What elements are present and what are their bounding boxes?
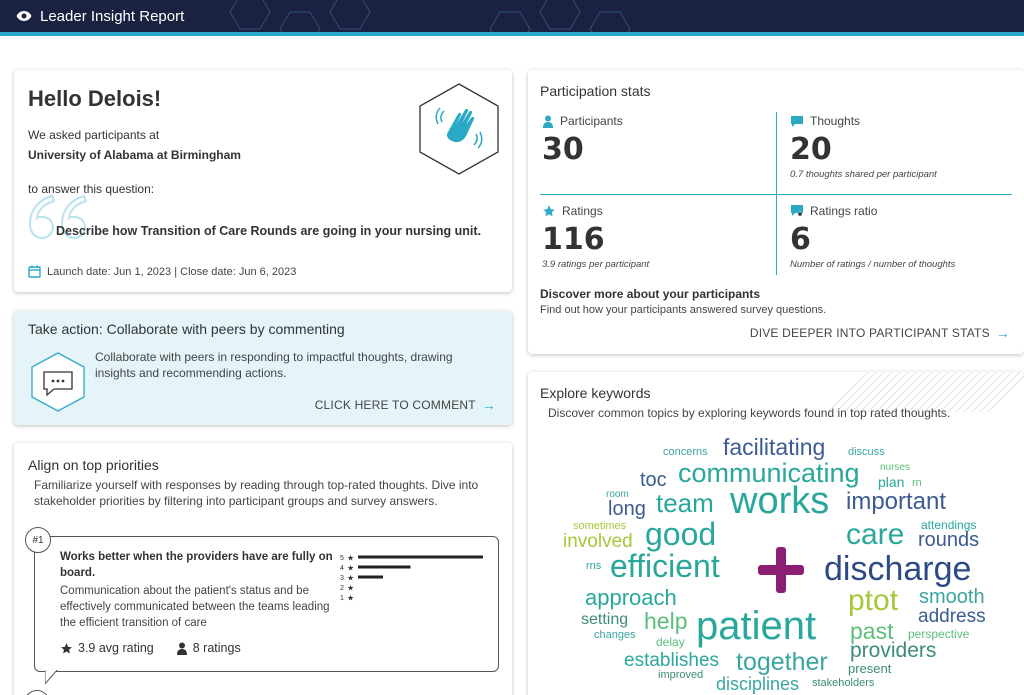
survey-dates-text: Launch date: Jun 1, 2023 | Close date: Jun 6, 2023 — [47, 265, 297, 278]
arrow-right-icon[interactable]: → — [995, 325, 1010, 341]
app-title-text: Leader Insight Report — [40, 7, 185, 25]
star-icon: ★ — [347, 553, 355, 563]
keyword-works[interactable]: works — [730, 480, 830, 522]
greeting-card — [14, 70, 512, 292]
chat-bubble-icon — [790, 115, 804, 128]
thought-body: Communication about the patient's status and be effectively communicated between the teams leading the efficient transition of care — [60, 585, 330, 629]
keyword-improved[interactable]: improved — [658, 669, 704, 681]
question-intro: to answer this question: — [28, 182, 155, 196]
keyword-together[interactable]: together — [736, 648, 828, 676]
ratings-count-text: 8 ratings — [192, 641, 241, 655]
keyword-attendings[interactable]: attendings — [921, 518, 977, 532]
keyword-past[interactable]: past — [850, 618, 894, 644]
star-icon: ★ — [347, 563, 355, 573]
keyword-disciplines[interactable]: disciplines — [716, 674, 800, 694]
participant-stats-link-label[interactable]: DIVE DEEPER INTO PARTICIPANT STATS — [749, 326, 990, 340]
ratings-ratio-value: 6 — [790, 222, 811, 257]
hex-pattern-decoration — [220, 0, 640, 36]
keyword-discharge[interactable]: discharge — [824, 550, 972, 588]
keyword-providers[interactable]: providers — [850, 639, 937, 662]
thought-title: Works better when the providers have are fully on board. — [60, 551, 333, 579]
keyword-perspective[interactable]: perspective — [908, 627, 970, 641]
organization-name: University of Alabama at Birmingham — [28, 148, 241, 162]
keyword-care[interactable]: care — [846, 518, 905, 551]
ratings-ratio-stat — [790, 204, 955, 270]
rating-bar — [358, 566, 411, 569]
rating-row-label: 3 — [340, 575, 344, 582]
keyword-establishes[interactable]: establishes — [624, 650, 720, 671]
keywords-title: Explore keywords — [540, 385, 651, 401]
rating-distribution-chart — [338, 549, 498, 609]
avg-rating-text: 3.9 avg rating — [78, 641, 154, 655]
ratio-icon — [790, 204, 804, 218]
rating-row-label: 2 — [340, 585, 344, 592]
take-action-description: Collaborate with peers in responding to impactful thoughts, drawing insights and recommending actions. — [95, 350, 453, 380]
keyword-help[interactable]: help — [644, 608, 688, 634]
rating-row-label: 4 — [340, 565, 344, 572]
priorities-card — [14, 443, 512, 695]
keyword-rns[interactable]: rns — [586, 560, 602, 572]
survey-dates — [28, 265, 296, 278]
star-icon: ★ — [347, 573, 355, 583]
ratings-sub: 3.9 ratings per participant — [542, 259, 650, 270]
comment-link[interactable] — [315, 397, 496, 413]
discover-title: Discover more about your participants — [540, 287, 761, 301]
discover-description: Find out how your participants answered survey questions. — [540, 304, 827, 316]
participants-stat — [542, 114, 623, 167]
stats-divider-horizontal — [540, 194, 1012, 195]
eye-icon — [16, 10, 32, 22]
waving-hand-icon — [418, 82, 500, 176]
keyword-long[interactable]: long — [608, 498, 646, 520]
person-icon — [542, 115, 554, 128]
speech-tail-decoration — [45, 670, 61, 686]
calendar-icon — [28, 265, 41, 278]
keywords-card — [528, 372, 1024, 695]
participant-stats-link[interactable] — [750, 325, 1010, 341]
ratings-label: Ratings — [562, 204, 603, 218]
thought-stats — [60, 641, 263, 655]
thoughts-sub: 0.7 thoughts shared per participant — [790, 169, 937, 180]
thought-rank-badge: #1 — [25, 527, 51, 553]
plus-icon — [756, 545, 806, 595]
keyword-good[interactable]: good — [645, 516, 717, 552]
keyword-stakeholders[interactable]: stakeholders — [812, 677, 875, 689]
keyword-cloud — [528, 372, 1024, 695]
star-icon: ★ — [347, 583, 355, 593]
priorities-description: Familiarize yourself with responses by reading through top-rated thoughts. Dive into stakeholder priorities by filtering into participant groups and survey answers. — [34, 478, 479, 508]
keyword-sometimes[interactable]: sometimes — [573, 520, 627, 532]
priorities-title: Align on top priorities — [28, 457, 159, 473]
keyword-team[interactable]: team — [656, 488, 714, 518]
comment-link-label[interactable]: CLICK HERE TO COMMENT — [314, 398, 476, 412]
participants-value: 30 — [542, 132, 584, 167]
star-icon — [60, 642, 73, 655]
participation-stats-card — [528, 70, 1024, 354]
keyword-delay[interactable]: delay — [656, 635, 685, 649]
ratings-ratio-label: Ratings ratio — [810, 204, 878, 218]
participation-stats-title: Participation stats — [540, 83, 651, 99]
app-title — [16, 0, 184, 32]
keyword-toc[interactable]: toc — [640, 469, 667, 491]
keyword-ptot[interactable]: ptot — [848, 584, 899, 617]
top-thought-card[interactable] — [34, 536, 499, 672]
person-icon — [176, 642, 188, 655]
keyword-changes[interactable]: changes — [594, 629, 636, 641]
thoughts-value: 20 — [790, 132, 832, 167]
rating-row-label: 1 — [340, 595, 344, 602]
keyword-smooth[interactable]: smooth — [919, 586, 985, 608]
keyword-nurses[interactable]: nurses — [880, 462, 911, 473]
keyword-rn[interactable]: rn — [912, 477, 922, 489]
rating-bar — [358, 576, 383, 579]
keyword-involved[interactable]: involved — [563, 531, 633, 552]
ratings-value: 116 — [542, 222, 605, 257]
keyword-communicating[interactable]: communicating — [678, 458, 860, 488]
keyword-rounds[interactable]: rounds — [918, 529, 980, 551]
keyword-present[interactable]: present — [848, 661, 892, 676]
ratings-ratio-sub: Number of ratings / number of thoughts — [790, 259, 956, 270]
keyword-efficient[interactable]: efficient — [610, 548, 720, 584]
keyword-setting[interactable]: setting — [581, 611, 629, 628]
keyword-plan[interactable]: plan — [878, 474, 905, 490]
keyword-discuss[interactable]: discuss — [848, 446, 885, 458]
rating-row-label: 5 — [340, 555, 344, 562]
take-action-card — [14, 311, 512, 425]
ratings-count — [176, 641, 241, 655]
rating-bar — [358, 556, 483, 559]
take-action-title: Take action: Collaborate with peers by commenting — [28, 321, 345, 337]
participants-label: Participants — [560, 114, 623, 128]
keyword-facilitating[interactable]: facilitating — [723, 434, 826, 460]
star-icon — [542, 204, 556, 218]
comment-icon — [30, 351, 86, 413]
top-bar — [0, 0, 1024, 36]
keyword-room[interactable]: room — [606, 489, 629, 500]
keyword-address[interactable]: address — [918, 606, 986, 627]
ratings-stat — [542, 204, 649, 270]
survey-question: Describe how Transition of Care Rounds are going in your nursing unit. — [56, 224, 482, 238]
intro-text: We asked participants at — [28, 128, 160, 142]
greeting-title: Hello Delois! — [28, 86, 162, 111]
star-icon: ★ — [347, 593, 355, 603]
arrow-right-icon[interactable]: → — [481, 397, 496, 413]
avg-rating — [60, 641, 154, 655]
keyword-approach[interactable]: approach — [585, 585, 677, 610]
keywords-description: Discover common topics by exploring keywords found in top rated thoughts. — [548, 406, 951, 420]
keyword-patient[interactable]: patient — [696, 604, 817, 648]
keyword-important[interactable]: important — [846, 488, 947, 515]
keyword-concerns[interactable]: concerns — [663, 446, 708, 458]
thoughts-label: Thoughts — [810, 114, 861, 128]
thoughts-stat — [790, 114, 937, 180]
